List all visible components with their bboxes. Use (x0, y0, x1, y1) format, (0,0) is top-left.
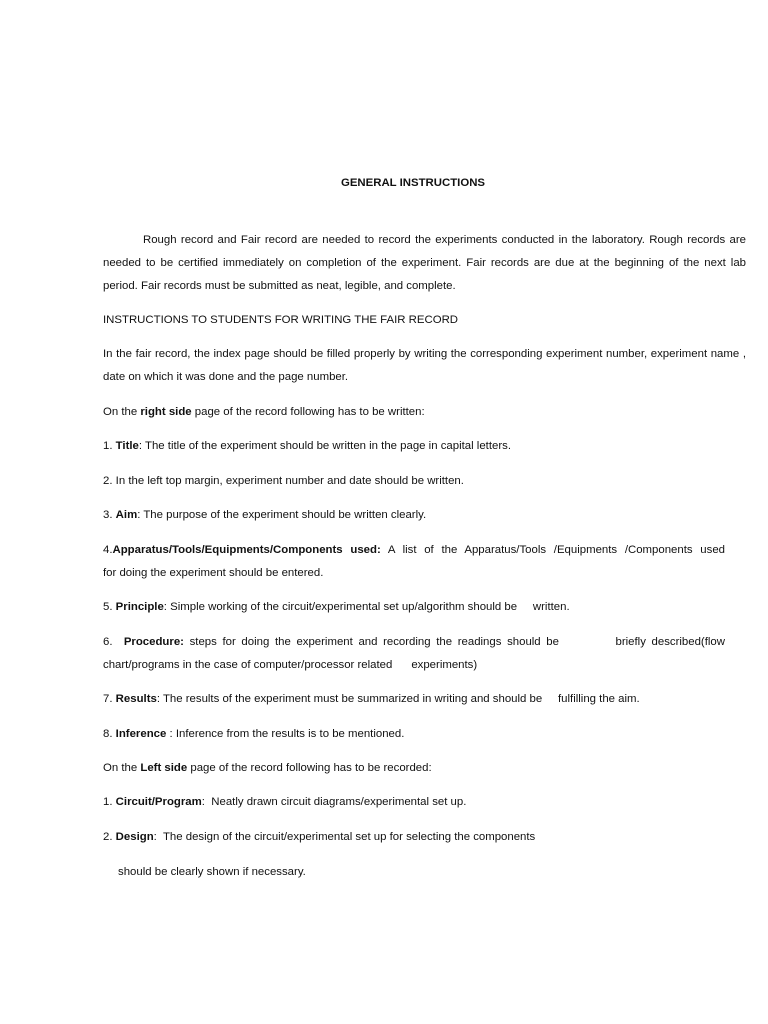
right-side-prefix: On the (103, 406, 141, 418)
left-side-intro (103, 757, 746, 780)
item-number: 2. (103, 831, 116, 843)
left-item-design-continued: should be clearly shown if necessary. (118, 866, 306, 878)
right-item-aim (103, 504, 746, 527)
item-term: Results (115, 693, 157, 705)
right-item-inference (103, 723, 746, 746)
left-item-circuit (103, 791, 746, 814)
left-side-bold: Left side (140, 762, 188, 774)
item-text: : The purpose of the experiment should be written clearly. (137, 509, 427, 521)
item-text: : The results of the experiment must be summarized in writing and should be fulfilling the aim. (156, 693, 640, 705)
item-term: Circuit/Program (115, 796, 202, 808)
item-number: 8. (103, 728, 116, 740)
right-item-principle (103, 596, 746, 619)
item-line-1 (103, 539, 725, 562)
right-item-results (103, 688, 746, 711)
page-title: GENERAL INSTRUCTIONS (340, 177, 486, 189)
item-line-2: chart/programs in the case of computer/processor related experiments) (103, 659, 478, 671)
item-text: : Neatly drawn circuit diagrams/experimental set up. (201, 796, 467, 808)
item-line-2: for doing the experiment should be entered. (103, 567, 324, 579)
item-term: Apparatus/Tools/Equipments/Components used: (112, 544, 381, 556)
item-term: Inference (115, 728, 167, 740)
fair-record-heading: INSTRUCTIONS TO STUDENTS FOR WRITING THE FAIR RECORD (103, 314, 459, 326)
right-side-bold: right side (140, 406, 192, 418)
item-term: Principle (115, 601, 164, 613)
item-text: : Simple working of the circuit/experimental set up/algorithm should be written. (163, 601, 570, 613)
item-text: : The title of the experiment should be written in the page in capital letters. (138, 440, 511, 452)
right-side-intro (103, 401, 746, 424)
right-item-title (103, 435, 746, 458)
item-number: 1. (103, 796, 116, 808)
right-item-margin (103, 470, 746, 493)
item-line-1 (103, 631, 725, 654)
left-side-prefix: On the (103, 762, 141, 774)
item-text: A list of the Apparatus/Tools /Equipments /Components used (380, 544, 726, 556)
right-item-apparatus (103, 539, 725, 585)
left-item-design (103, 826, 746, 849)
item-text: In the left top margin, experiment number and date should be written. (115, 475, 464, 487)
item-text: : Inference from the results is to be mentioned. (166, 728, 405, 740)
item-number: 1. (103, 440, 116, 452)
index-page-paragraph: In the fair record, the index page should be filled properly by writing the corresponding experiment number, experiment name , date on which it was done and the page number. (103, 348, 746, 383)
item-term: Design (115, 831, 154, 843)
item-term: Title (115, 440, 139, 452)
item-term: Procedure: (123, 636, 184, 648)
item-text: steps for doing the experiment and recording the readings should be briefly described(flow (183, 636, 725, 648)
right-side-suffix: page of the record following has to be written: (191, 406, 425, 418)
item-text: : The design of the circuit/experimental set up for selecting the components (153, 831, 536, 843)
left-side-suffix: page of the record following has to be recorded: (187, 762, 432, 774)
item-term: Aim (115, 509, 138, 521)
item-number: 4. (103, 544, 113, 556)
item-number: 7. (103, 693, 116, 705)
item-number: 5. (103, 601, 116, 613)
right-item-procedure (103, 631, 725, 677)
intro-paragraph: Rough record and Fair record are needed to record the experiments conducted in the laboratory. Rough records are needed to be certified immediately on completion of the experiment. Fair records are due at the beginning of the next lab period. Fair records must be submitted as neat, legible, and complete. (103, 234, 746, 292)
item-number: 3. (103, 509, 116, 521)
item-number: 2. (103, 475, 116, 487)
item-number: 6. (103, 636, 124, 648)
